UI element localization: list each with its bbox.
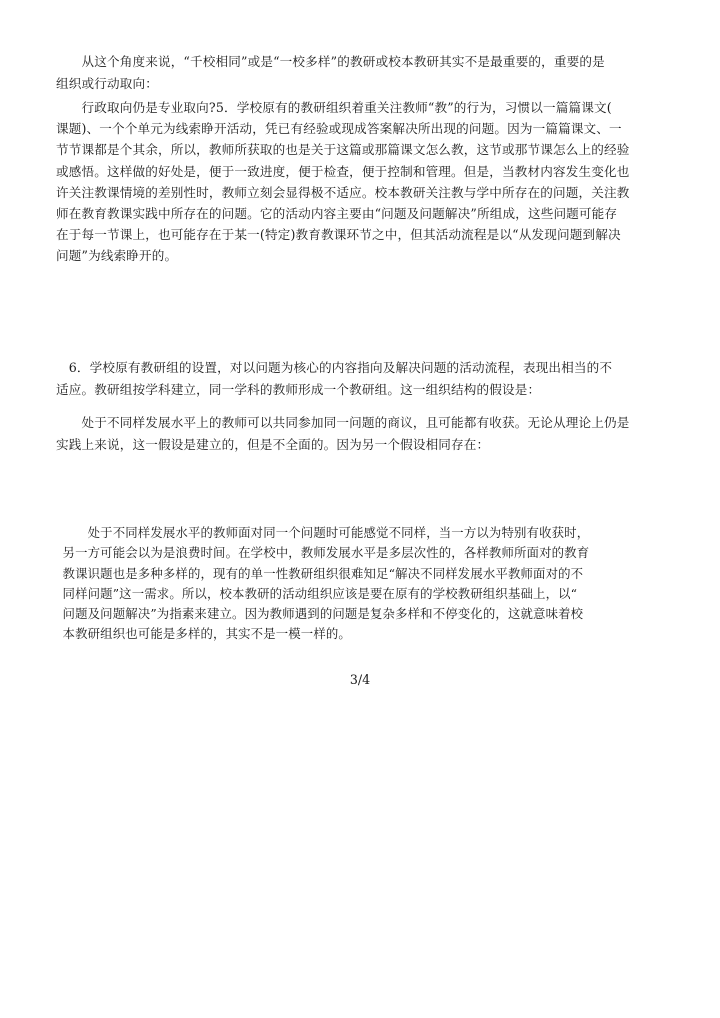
text-line: 本教研组织也可能是多样的，其实不是一模一样的。 — [50, 626, 351, 642]
text-line: 实践上来说，这一假设是建立的，但是不全面的。因为另一个假设相同存在： — [56, 437, 490, 452]
paragraph-2 — [56, 97, 629, 267]
paragraph-4 — [56, 412, 629, 456]
text-line: 或感悟。这样做的好处是，便于一致进度，便于检查，便于控制和管理。但是，当教材内容发生变化也 — [56, 163, 630, 179]
text-line: 组织或行动取向： — [56, 76, 158, 91]
text-line: 节节课都是个其余，所以，教师所获取的也是关于这篇或那篇课文怎么教，这节或那节课怎么上的经验 — [56, 142, 630, 158]
text-line: 许关注教课情境的差别性时，教师立刻会显得极不适应。校本教研关注教与学中所存在的问题，关注教 — [56, 184, 630, 200]
text-line: 在于每一节课上，也可能存在于某一(特定)教育教课环节之中，但其活动流程是以“从发现问题到解决 — [56, 227, 621, 243]
text-line: 问题”为线索睁开的。 — [56, 248, 178, 264]
text-line: 师在教育教课实践中所存在的问题。它的活动内容主要由“问题及问题解决”所组成，这些问题可能存 — [56, 206, 618, 222]
page-number: 3/4 — [349, 672, 371, 687]
text-line: 另一方可能会以为是浪费时间。在学校中，教师发展水平是多层次性的，各样教师所面对的教育 — [50, 545, 590, 561]
text-line: 处于不同样发展水平的教师面对同一个问题时可能感觉不同样，当一方以为特别有收获时， — [50, 525, 590, 540]
text-line: 适应。教研组按学科建立，同一学科的教师形成一个教研组。这一组织结构的假设是： — [56, 382, 541, 397]
text-line: 同样问题”这一需求。所以，校本教研的活动组织应该是要在原有的学校教研组织基础上，以“ — [50, 585, 578, 601]
text-line: 6．学校原有教研组的设置，对以问题为核心的内容指向及解决问题的活动流程，表现出相当的不 — [56, 360, 613, 375]
text-line: 课题)、一个个单元为线索睁开活动，凭已有经验或现成答案解决所出现的问题。因为一篇篇课文、一 — [56, 121, 622, 137]
paragraph-1 — [56, 51, 605, 95]
paragraph-3 — [56, 357, 612, 401]
text-line: 问题及问题解决”为指素来建立。因为教师遇到的问题是复杂多样和不停变化的，这就意味着校 — [50, 606, 584, 622]
text-line: 行政取向仍是专业取向?5．学校原有的教研组织着重关注教师“教”的行为，习惯以一篇篇课文( — [56, 100, 612, 115]
text-line: 处于不同样发展水平上的教师可以共同参加同一问题的商议，且可能都有收获。无论从理论上仍是 — [56, 415, 630, 430]
text-line: 教课识题也是多种多样的，现有的单一性教研组织很难知足“解决不同样发展水平教师面对的不 — [50, 565, 584, 581]
paragraph-5 — [50, 523, 589, 645]
text-line: 从这个角度来说，“千校相同”或是“一校多样”的教研或校本教研其实不是最重要的，重要的是 — [56, 54, 605, 69]
